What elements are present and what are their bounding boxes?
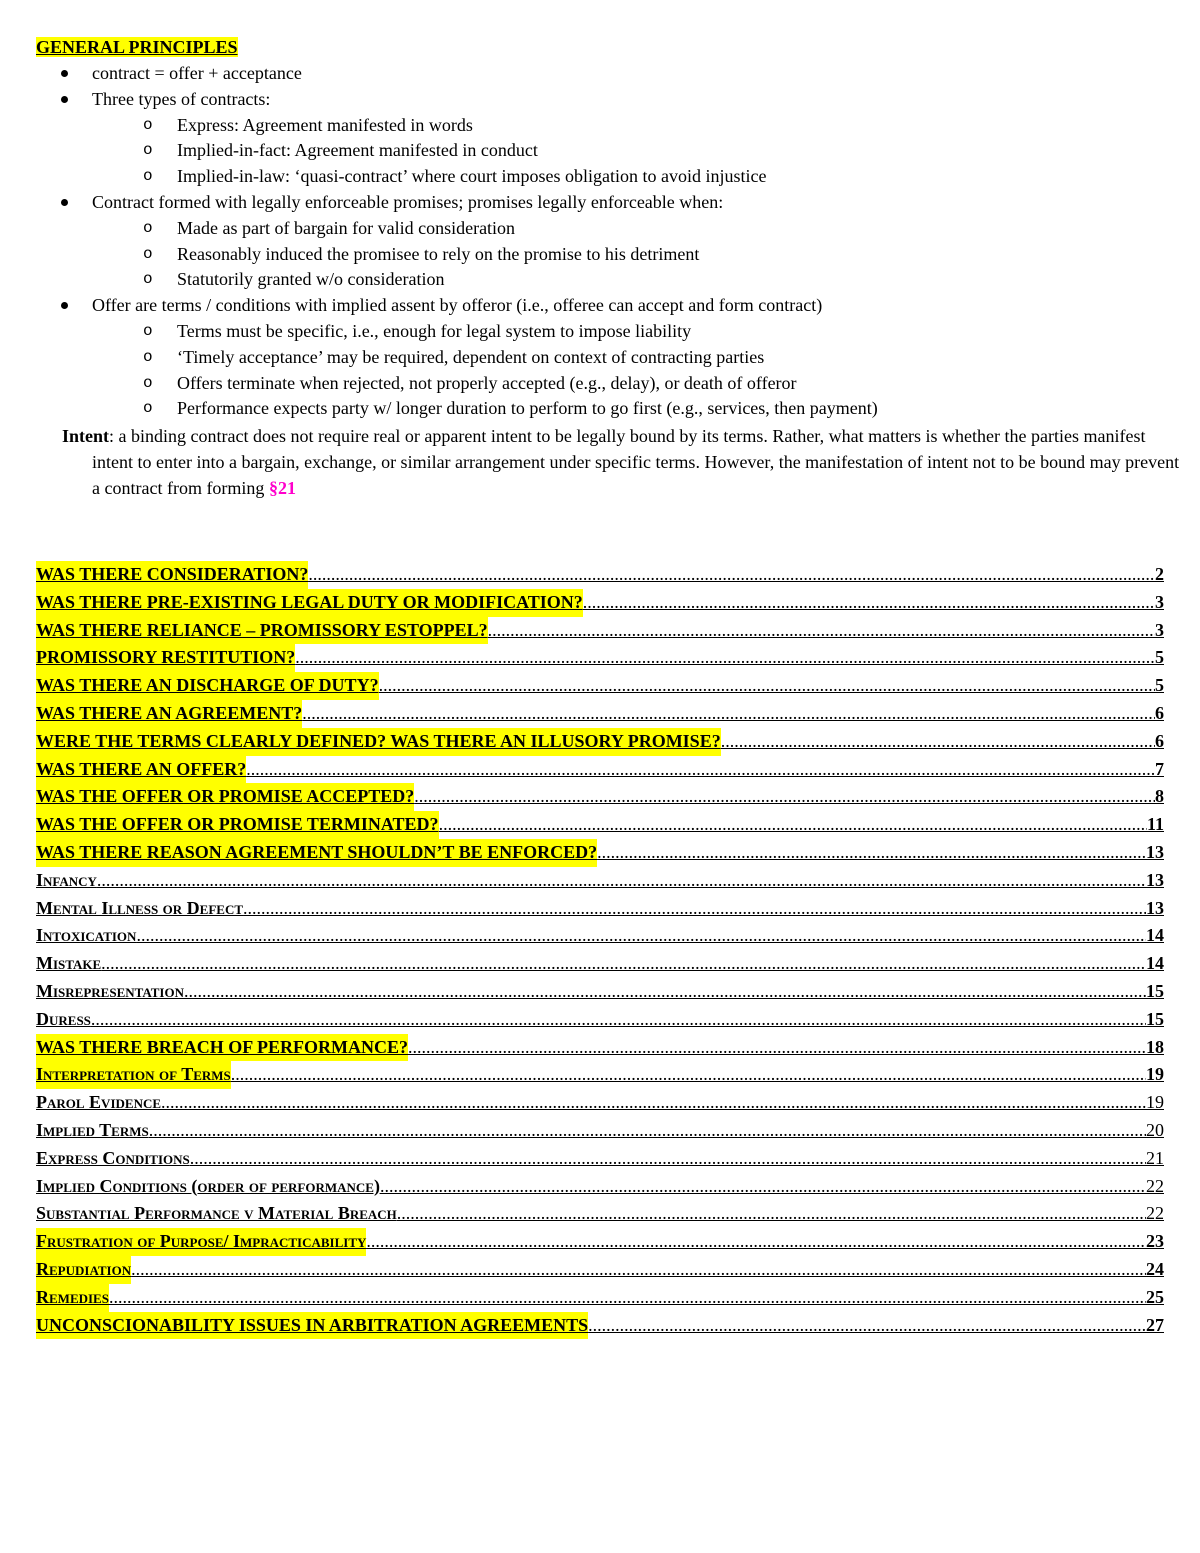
sub-item: o ‘Timely acceptance’ may be required, dependent on context of contracting parties bbox=[0, 345, 878, 371]
toc-leader-dots bbox=[302, 700, 1155, 728]
toc-entry-title[interactable]: Mental Illness or Defect bbox=[36, 897, 244, 918]
toc-entry[interactable] bbox=[36, 1312, 1164, 1340]
toc-entry-title[interactable]: Express Conditions bbox=[36, 1147, 190, 1168]
sub-item: o Implied-in-fact: Agreement manifested in conduct bbox=[0, 138, 878, 164]
toc-page-number[interactable]: 5 bbox=[1155, 675, 1164, 696]
sub-item: o Implied-in-law: ‘quasi-contract’ where court imposes obligation to avoid injustice bbox=[0, 164, 878, 190]
toc-entry[interactable] bbox=[36, 950, 1164, 978]
toc-page-number[interactable]: 13 bbox=[1146, 869, 1164, 890]
toc-entry-title[interactable]: WAS THERE PRE-EXISTING LEGAL DUTY OR MODIFICATION? bbox=[36, 589, 583, 617]
toc-entry-title[interactable]: Intoxication bbox=[36, 925, 137, 946]
toc-entry-title[interactable]: Infancy bbox=[36, 869, 97, 890]
toc-entry-title[interactable]: WAS THERE AN DISCHARGE OF DUTY? bbox=[36, 672, 379, 700]
toc-page-number[interactable]: 13 bbox=[1146, 897, 1164, 918]
toc-page-number[interactable]: 23 bbox=[1146, 1231, 1164, 1252]
toc-leader-dots bbox=[109, 1284, 1146, 1312]
section-reference: §21 bbox=[268, 478, 296, 498]
toc-entry[interactable] bbox=[36, 839, 1164, 867]
toc-entry[interactable] bbox=[36, 895, 1164, 923]
sub-item: o Reasonably induced the promisee to rely on the promise to his detriment bbox=[0, 242, 878, 268]
toc-page-number[interactable]: 27 bbox=[1146, 1314, 1164, 1335]
toc-page-number[interactable]: 18 bbox=[1146, 1036, 1164, 1057]
toc-entry-title[interactable]: Duress bbox=[36, 1008, 91, 1029]
sub-list bbox=[92, 216, 878, 293]
toc-entry[interactable] bbox=[36, 672, 1164, 700]
toc-entry[interactable] bbox=[36, 1256, 1164, 1284]
toc-page-number[interactable]: 14 bbox=[1146, 925, 1164, 946]
toc-entry[interactable] bbox=[36, 1089, 1164, 1117]
toc-entry-title[interactable]: Interpretation of Terms bbox=[36, 1061, 231, 1089]
toc-leader-dots bbox=[721, 728, 1155, 756]
toc-page-number[interactable]: 6 bbox=[1155, 702, 1164, 723]
toc-entry-title[interactable]: WAS THERE CONSIDERATION? bbox=[36, 561, 308, 589]
toc-page-number[interactable]: 13 bbox=[1146, 841, 1164, 862]
toc-page-number[interactable]: 19 bbox=[1146, 1092, 1164, 1113]
bullet-item: Contract formed with legally enforceable promises; promises legally enforceable when: o Made as part of bargain for valid consideration o Reasonably induced the promisee to rely on the promise to his detriment o Statutorily granted w/o consideration bbox=[0, 190, 878, 293]
intent-label: Intent bbox=[62, 426, 110, 446]
sub-item: o Express: Agreement manifested in words bbox=[0, 113, 878, 139]
toc-entry[interactable] bbox=[36, 1284, 1164, 1312]
toc-entry-title[interactable]: Substantial Performance v Material Breach bbox=[36, 1203, 397, 1224]
toc-page-number[interactable]: 3 bbox=[1155, 619, 1164, 640]
sub-item: o Statutorily granted w/o consideration bbox=[0, 267, 878, 293]
table-of-contents bbox=[36, 561, 1164, 1339]
toc-page-number[interactable]: 7 bbox=[1155, 758, 1164, 779]
toc-entry-title[interactable]: Misrepresentation bbox=[36, 980, 184, 1001]
intent-paragraph bbox=[62, 423, 1182, 501]
toc-entry-title[interactable]: WERE THE TERMS CLEARLY DEFINED? WAS THERE AN ILLUSORY PROMISE? bbox=[36, 728, 721, 756]
toc-entry-title[interactable]: Repudiation bbox=[36, 1256, 131, 1284]
toc-leader-dots bbox=[101, 950, 1146, 978]
toc-entry[interactable] bbox=[36, 1173, 1164, 1201]
toc-leader-dots bbox=[136, 922, 1146, 950]
toc-entry-title[interactable]: Remedies bbox=[36, 1284, 109, 1312]
toc-leader-dots bbox=[161, 1089, 1146, 1117]
toc-page-number[interactable]: 24 bbox=[1146, 1258, 1164, 1279]
toc-entry-title[interactable]: WAS THE OFFER OR PROMISE TERMINATED? bbox=[36, 811, 439, 839]
toc-page-number[interactable]: 22 bbox=[1146, 1203, 1164, 1224]
toc-entry[interactable] bbox=[36, 1200, 1164, 1228]
toc-page-number[interactable]: 21 bbox=[1146, 1147, 1164, 1168]
toc-entry[interactable] bbox=[36, 922, 1164, 950]
toc-entry[interactable] bbox=[36, 1061, 1164, 1089]
sub-item: o Terms must be specific, i.e., enough for legal system to impose liability bbox=[0, 319, 878, 345]
toc-page-number[interactable]: 19 bbox=[1146, 1064, 1164, 1085]
toc-page-number[interactable]: 6 bbox=[1155, 730, 1164, 751]
sub-list bbox=[92, 113, 878, 190]
toc-entry-title[interactable]: Implied Terms bbox=[36, 1119, 149, 1140]
toc-leader-dots bbox=[408, 1034, 1146, 1062]
toc-entry-title[interactable]: Implied Conditions (order of performance) bbox=[36, 1175, 380, 1196]
toc-page-number[interactable]: 25 bbox=[1146, 1286, 1164, 1307]
sub-item: o Offers terminate when rejected, not properly accepted (e.g., delay), or death of offeror bbox=[0, 371, 878, 397]
toc-entry[interactable] bbox=[36, 1006, 1164, 1034]
toc-leader-dots bbox=[91, 1006, 1146, 1034]
toc-leader-dots bbox=[295, 644, 1155, 672]
toc-leader-dots bbox=[366, 1228, 1146, 1256]
toc-page-number[interactable]: 2 bbox=[1155, 564, 1164, 584]
toc-entry[interactable] bbox=[36, 867, 1164, 895]
toc-leader-dots bbox=[439, 811, 1147, 839]
toc-entry[interactable] bbox=[36, 1034, 1164, 1062]
toc-entry[interactable] bbox=[36, 561, 1164, 589]
toc-entry-title[interactable]: Mistake bbox=[36, 953, 102, 974]
toc-page-number[interactable]: 3 bbox=[1155, 591, 1164, 612]
toc-leader-dots bbox=[583, 589, 1155, 617]
toc-page-number[interactable]: 11 bbox=[1146, 814, 1164, 835]
toc-leader-dots bbox=[190, 1145, 1146, 1173]
toc-leader-dots bbox=[488, 617, 1155, 645]
intent-text: : a binding contract does not require real or apparent intent to be legally bound by its terms. Rather, what matters is whether the parties manifest intent to enter into a bargain, exchange, or similar arrangement under specific terms. However, the manifestation of intent not to be bound may prevent a contract from forming bbox=[92, 426, 1180, 498]
toc-page-number[interactable]: 5 bbox=[1155, 647, 1164, 668]
toc-leader-dots bbox=[149, 1117, 1146, 1145]
toc-leader-dots bbox=[414, 783, 1155, 811]
toc-leader-dots bbox=[246, 756, 1155, 784]
toc-entry-title[interactable]: WAS THERE BREACH OF PERFORMANCE? bbox=[36, 1034, 408, 1062]
toc-leader-dots bbox=[97, 867, 1146, 895]
toc-entry[interactable] bbox=[36, 978, 1164, 1006]
toc-leader-dots bbox=[308, 561, 1155, 589]
toc-page-number[interactable]: 22 bbox=[1146, 1175, 1164, 1196]
toc-leader-dots bbox=[184, 978, 1146, 1006]
bullet-item: Three types of contracts: o Express: Agreement manifested in words o Implied-in-fact: Agreement manifested in conduct o Implied-in-law: ‘quasi-contract’ where court imposes obligation to avoid injustice bbox=[0, 87, 878, 190]
toc-entry[interactable] bbox=[36, 1228, 1164, 1256]
toc-leader-dots bbox=[243, 895, 1146, 923]
toc-entry-title[interactable]: WAS THE OFFER OR PROMISE ACCEPTED? bbox=[36, 783, 414, 811]
toc-page-number[interactable]: 8 bbox=[1155, 786, 1164, 807]
toc-entry-title[interactable]: WAS THERE AN AGREEMENT? bbox=[36, 700, 302, 728]
sub-item: o Made as part of bargain for valid consideration bbox=[0, 216, 878, 242]
toc-entry[interactable] bbox=[36, 644, 1164, 672]
bullet-item: contract = offer + acceptance bbox=[0, 61, 878, 87]
toc-entry[interactable] bbox=[36, 756, 1164, 784]
toc-entry[interactable] bbox=[36, 728, 1164, 756]
bullet-item: Offer are terms / conditions with implied assent by offeror (i.e., offeree can accept and form contract) o Terms must be specific, i.e., enough for legal system to impose liability o ‘Timely acceptance’ may be required, dependent on context of contracting parties o Offers terminate when rejected, not properly accepted (e.g., delay), or death of offeror o Performance expects party w/ longer duration to perform to go first (e.g., services, then payment) bbox=[0, 293, 878, 422]
toc-entry[interactable] bbox=[36, 783, 1164, 811]
toc-leader-dots bbox=[231, 1061, 1146, 1089]
toc-entry-title[interactable]: UNCONSCIONABILITY ISSUES IN ARBITRATION AGREEMENTS bbox=[36, 1312, 588, 1340]
toc-page-number[interactable]: 15 bbox=[1146, 1008, 1164, 1029]
toc-leader-dots bbox=[131, 1256, 1146, 1284]
toc-entry[interactable] bbox=[36, 1117, 1164, 1145]
toc-entry[interactable] bbox=[36, 1145, 1164, 1173]
toc-page-number[interactable]: 15 bbox=[1146, 980, 1164, 1001]
toc-leader-dots bbox=[379, 672, 1155, 700]
toc-entry[interactable] bbox=[36, 589, 1164, 617]
toc-entry[interactable] bbox=[36, 617, 1164, 645]
toc-entry[interactable] bbox=[36, 811, 1164, 839]
toc-leader-dots bbox=[588, 1312, 1146, 1340]
toc-leader-dots bbox=[380, 1173, 1146, 1201]
toc-leader-dots bbox=[597, 839, 1146, 867]
general-principles-heading: GENERAL PRINCIPLES bbox=[36, 37, 238, 57]
sub-item: o Performance expects party w/ longer duration to perform to go first (e.g., services, then payment) bbox=[0, 396, 878, 422]
toc-entry-title[interactable]: WAS THERE RELIANCE – PROMISSORY ESTOPPEL? bbox=[36, 617, 488, 645]
toc-entry[interactable] bbox=[36, 700, 1164, 728]
toc-entry-title[interactable]: PROMISSORY RESTITUTION? bbox=[36, 644, 295, 672]
toc-entry-title[interactable]: WAS THERE REASON AGREEMENT SHOULDN’T BE ENFORCED? bbox=[36, 839, 597, 867]
toc-leader-dots bbox=[397, 1200, 1146, 1228]
sub-list bbox=[92, 319, 878, 422]
toc-page-number[interactable]: 14 bbox=[1146, 953, 1164, 974]
toc-entry-title[interactable]: Parol Evidence bbox=[36, 1092, 162, 1113]
principles-list bbox=[0, 61, 878, 422]
toc-page-number[interactable]: 20 bbox=[1146, 1119, 1164, 1140]
toc-entry-title[interactable]: Frustration of Purpose/ Impracticability bbox=[36, 1228, 366, 1256]
toc-entry-title[interactable]: WAS THERE AN OFFER? bbox=[36, 756, 246, 784]
